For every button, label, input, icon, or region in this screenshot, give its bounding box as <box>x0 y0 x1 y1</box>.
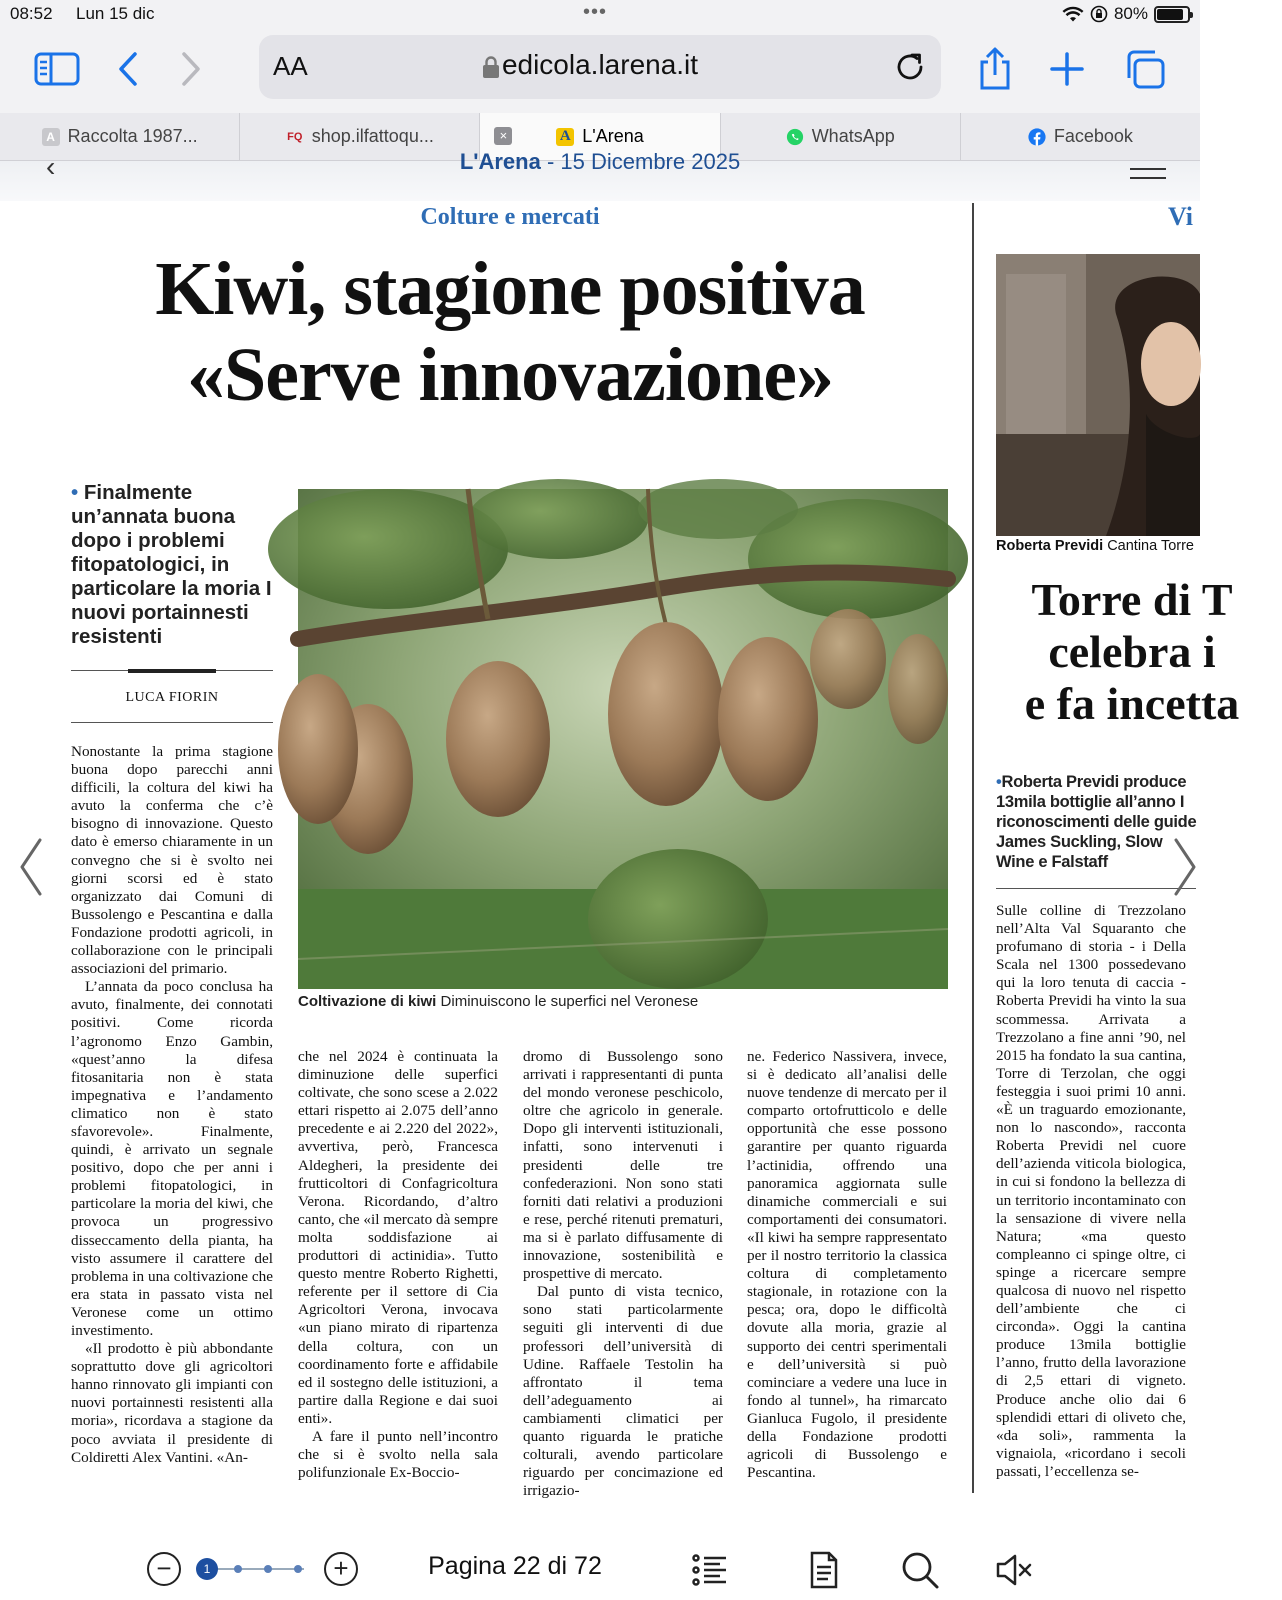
article-headline <box>60 246 960 418</box>
tab-label: Facebook <box>1053 126 1133 146</box>
author-byline: LUCA FIORIN <box>125 690 219 705</box>
edition-date: 15 Dicembre 2025 <box>560 149 741 174</box>
right-article-column <box>996 902 1186 1495</box>
summary-text: Finalmente un’annata buona dopo i problemi fitopatologici, in particolare la moria I nuovi portainnesti resistenti <box>71 481 272 648</box>
address-bar[interactable] <box>259 35 941 99</box>
text-size-button[interactable]: AA <box>273 51 308 81</box>
ilfatto-favicon-icon: FQ <box>287 130 303 143</box>
browser-toolbar <box>0 30 1200 113</box>
url-text[interactable]: edicola.larena.it <box>501 49 699 80</box>
orientation-lock-icon <box>1090 5 1108 23</box>
whatsapp-icon <box>786 128 804 146</box>
zoom-slider-knob[interactable]: 1 <box>196 1558 218 1580</box>
status-date: Lun 15 dic <box>76 4 155 23</box>
status-indicators <box>1062 4 1190 24</box>
paragraph: L’annata da poco conclusa ha avuto, finalmente, dei connotati positivi. Come ricorda l’agronomo Enzo Gambin, «quest’anno la difesa fitosanitaria non è stata impegnativa e l’andamento climatico non è stato sfavorevole». Finalmente, quindi, è arrivato un segnale positivo, dopo che per anni i problemi fitopatologici, in particolare la moria del kiwi, che provoca un progressivo disseccamento della pianta, ha visto assumere il carattere del problema in una coltivazione che era stata in passato vista nel Veronese come un ottimo investimento. <box>71 978 273 1339</box>
hamburger-menu-icon[interactable] <box>1130 161 1166 179</box>
zoom-in-button[interactable]: + <box>324 1552 358 1586</box>
right-section-kicker: Vi <box>1168 202 1194 231</box>
right-summary-text: Roberta Previdi produce 13mila bottiglie all’anno I riconoscimenti delle guide James Suckling, Slow Wine e Falstaff <box>996 773 1197 871</box>
summary-bullet: • <box>71 481 79 504</box>
right-summary-rule <box>996 888 1196 889</box>
headline-line-2: «Serve innovazione» <box>187 333 833 417</box>
back-icon[interactable] <box>103 44 153 94</box>
caption-title: Coltivazione di kiwi <box>298 993 437 1010</box>
right-photo-caption <box>996 538 1200 554</box>
edition-title <box>0 149 1200 175</box>
tab-label: WhatsApp <box>811 126 895 146</box>
audio-muted-icon[interactable] <box>994 1550 1034 1590</box>
paragraph: dromo di Bussolengo sono arrivati i rappresentanti di punta del mondo veronese peschicolo, oltre che agricolo in generale. Dopo gli interventi istituzionali, infatti, sono intervenuti i presidenti delle tre confederazioni. Non sono stati forniti dati relativi a produzioni e rese, perché ritenuti prematuri, ma si è parlato diffusamente di innovazione, sostenibilità e prospettive di mercato. <box>523 1048 723 1283</box>
raccolta-favicon-icon: A <box>42 128 60 146</box>
table-of-contents-icon[interactable] <box>690 1550 730 1590</box>
paragraph: A fare il punto nell’incontro che si è svolto nella sala polifunzionale Ex-Boccio- <box>298 1427 498 1482</box>
zoom-slider-tick <box>234 1565 242 1573</box>
forward-icon[interactable] <box>166 44 216 94</box>
new-tab-icon[interactable] <box>1042 44 1092 94</box>
article-column-2 <box>298 1048 498 1495</box>
search-icon[interactable] <box>900 1550 940 1590</box>
article-summary <box>71 481 276 649</box>
kiwi-photo <box>298 489 948 989</box>
facebook-icon <box>1028 128 1046 146</box>
column-divider <box>972 203 974 1493</box>
paragraph: Dal punto di vista tecnico, sono stati particolarmente seguiti gli interventi di due professori dell’università di Udine. Raffaele Testolin ha affrontato il tema dell’adeguamento ai cambiamenti climatici per quanto riguarda le pratiche colturali, avendo particolare riguardo per concimazione ed irrigazio- <box>523 1283 723 1500</box>
status-time: 08:52 <box>10 4 53 23</box>
paragraph: «Il prodotto è più abbondante soprattutto dove gli agricoltori hanno rinnovato gli impianti con nuovi portainnesti resistenti alla moria», ricordava a stagione da poco avviata il presidente di Coldiretti Alex Vantini. «An- <box>71 1340 273 1466</box>
byline-rule-accent <box>128 669 216 673</box>
right-caption-title: Roberta Previdi <box>996 538 1104 554</box>
close-tab-icon[interactable]: × <box>494 127 512 145</box>
newspaper-name: L'Arena <box>459 149 541 174</box>
battery-percent: 80% <box>1113 4 1148 23</box>
paragraph: Nonostante la prima stagione buona dopo parecchi anni difficili, la coltura del kiwi ha avuto la conferma che c’è bisogno di innovazione. Questo dato è emerso chiaramente in un convegno che si è svolto nei giorni scorsi ed è stato organizzato dai Comuni di Bussolengo e Pescantina e dalla Fondazione prodotti agricoli, in collaborazione con le principali associazioni del primario. <box>71 743 273 978</box>
article-view-icon[interactable] <box>804 1550 844 1590</box>
multitasking-dots-icon[interactable]: ••• <box>583 1 608 23</box>
tab-label: Raccolta 1987... <box>67 126 198 146</box>
right-headline-line-1: Torre di T <box>1031 574 1233 625</box>
zoom-slider-tick <box>264 1565 272 1573</box>
next-page-icon[interactable] <box>1170 836 1200 898</box>
roberta-previdi-photo <box>996 254 1200 536</box>
previous-page-icon[interactable] <box>16 836 46 898</box>
zoom-slider[interactable] <box>196 1558 304 1580</box>
reload-icon[interactable] <box>893 49 927 85</box>
share-icon[interactable] <box>970 44 1020 94</box>
article-column-1 <box>71 743 273 1495</box>
paragraph: Sulle colline di Trezzolano nell’Alta Val Squaranto che profumano di storia - i Della Scala nel 1300 possedevano qui la loro tenuta di caccia - Roberta Previdi ha vinto la sua scommessa. Arrivata a Trezzolano a fine anni ’90, nel 2015 ha fondato la sua cantina, Torre di Terzolan, che oggi festeggia i suoi primi 10 anni. «È un traguardo emozionante, non lo nascondo», racconta Roberta Previdi nel cuore dell’azienda viticola biologica, in cui si fondono la bellezza di un territorio incontaminato con la sensazione di vivere nella Natura; «ma questo compleanno ci spinge oltre, ci spinge a ricercare sempre qualcosa di nuovo nel rispetto dell’ambiente che ci circonda». Oggi la cantina produce 13mila bottiglie l’anno, frutto della lavorazione di 2,5 ettari di vigneto. Produce anche olio dai 6 splendidi ettari di oliveto che, «da soli», rammenta la vignaiola, «ricordano i secoli passati, l’eccellenza se- <box>996 902 1186 1480</box>
right-caption-text: Cantina Torre <box>1107 538 1194 554</box>
section-kicker: Colture e mercati <box>420 204 600 230</box>
status-bar <box>0 0 1200 30</box>
tabs-overview-icon[interactable] <box>1120 44 1170 94</box>
photo-caption <box>298 993 948 1010</box>
tab-label: L'Arena <box>582 126 644 146</box>
reader-toolbar <box>0 1538 1200 1600</box>
tab-label: shop.ilfattoqu... <box>311 126 434 146</box>
right-headline-line-3: e fa incetta <box>1024 678 1240 729</box>
article-column-3 <box>523 1048 723 1500</box>
right-summary-bullet: • <box>996 773 1002 791</box>
right-headline-line-2: celebra i <box>1048 626 1216 677</box>
edition-back-icon[interactable]: ‹ <box>46 151 56 182</box>
page-indicator: Pagina 22 di 72 <box>428 1552 602 1580</box>
byline-rule-bottom <box>71 722 273 723</box>
zoom-out-button[interactable]: − <box>147 1552 181 1586</box>
zoom-slider-track <box>206 1568 304 1570</box>
right-article-headline <box>982 574 1282 730</box>
paragraph: ne. Federico Nassivera, invece, si è dedicato all’analisi delle nuove tendenze di mercato per il comparto ortofrutticolo e delle opportunità che esse possono garantire per quanto riguarda l’actinidia, offrendo una panoramica aggiornata sulle dinamiche commerciali e sui comportamenti dei consumatori. «Il kiwi ha sempre rappresentato per il nostro territorio la classica coltura di completamento stagionale, in rotazione con la pesca; ora, dopo le difficoltà dovute alla moria, grazie al supporto dei centri sperimentali e dell’università si può cominciare a vedere una luce in fondo al tunnel», ha rimarcato Gianluca Fugolo, il presidente della Fondazione prodotti agricoli di Bussolengo e Pescantina. <box>747 1048 947 1482</box>
larena-favicon-icon: A <box>556 128 574 146</box>
zoom-slider-tick <box>294 1565 302 1573</box>
article-column-4 <box>747 1048 947 1495</box>
wifi-icon <box>1062 6 1084 23</box>
battery-icon <box>1154 6 1190 23</box>
paragraph: che nel 2024 è continuata la diminuzione delle superfici coltivate, che sono scese a 2.022 ettari rispetto ai 2.075 dell’anno precedente e ai 2.220 del 2022», avvertiva, però, Francesca Aldegheri, la presidente dei frutticoltori di Confagricoltura Verona. Ricordando, d’altro canto, che «il mercato dà sempre molta soddisfazione ai produttori di actinidia». Tutto questo mentre Roberto Righetti, referente per il settore di Cia Agricoltori Verona, invocava «un piano mirato di ripartenza della coltura, con un coordinamento forte e affidabile ed il sostegno delle istituzioni, a partire dalla Regione e dai suoi enti». <box>298 1048 498 1427</box>
caption-text: Diminuiscono le superfici nel Veronese <box>440 993 699 1010</box>
sidebar-icon[interactable] <box>32 44 82 94</box>
edition-header <box>0 149 1200 201</box>
header-separator: - <box>540 149 561 174</box>
headline-line-1: Kiwi, stagione positiva <box>155 247 865 331</box>
